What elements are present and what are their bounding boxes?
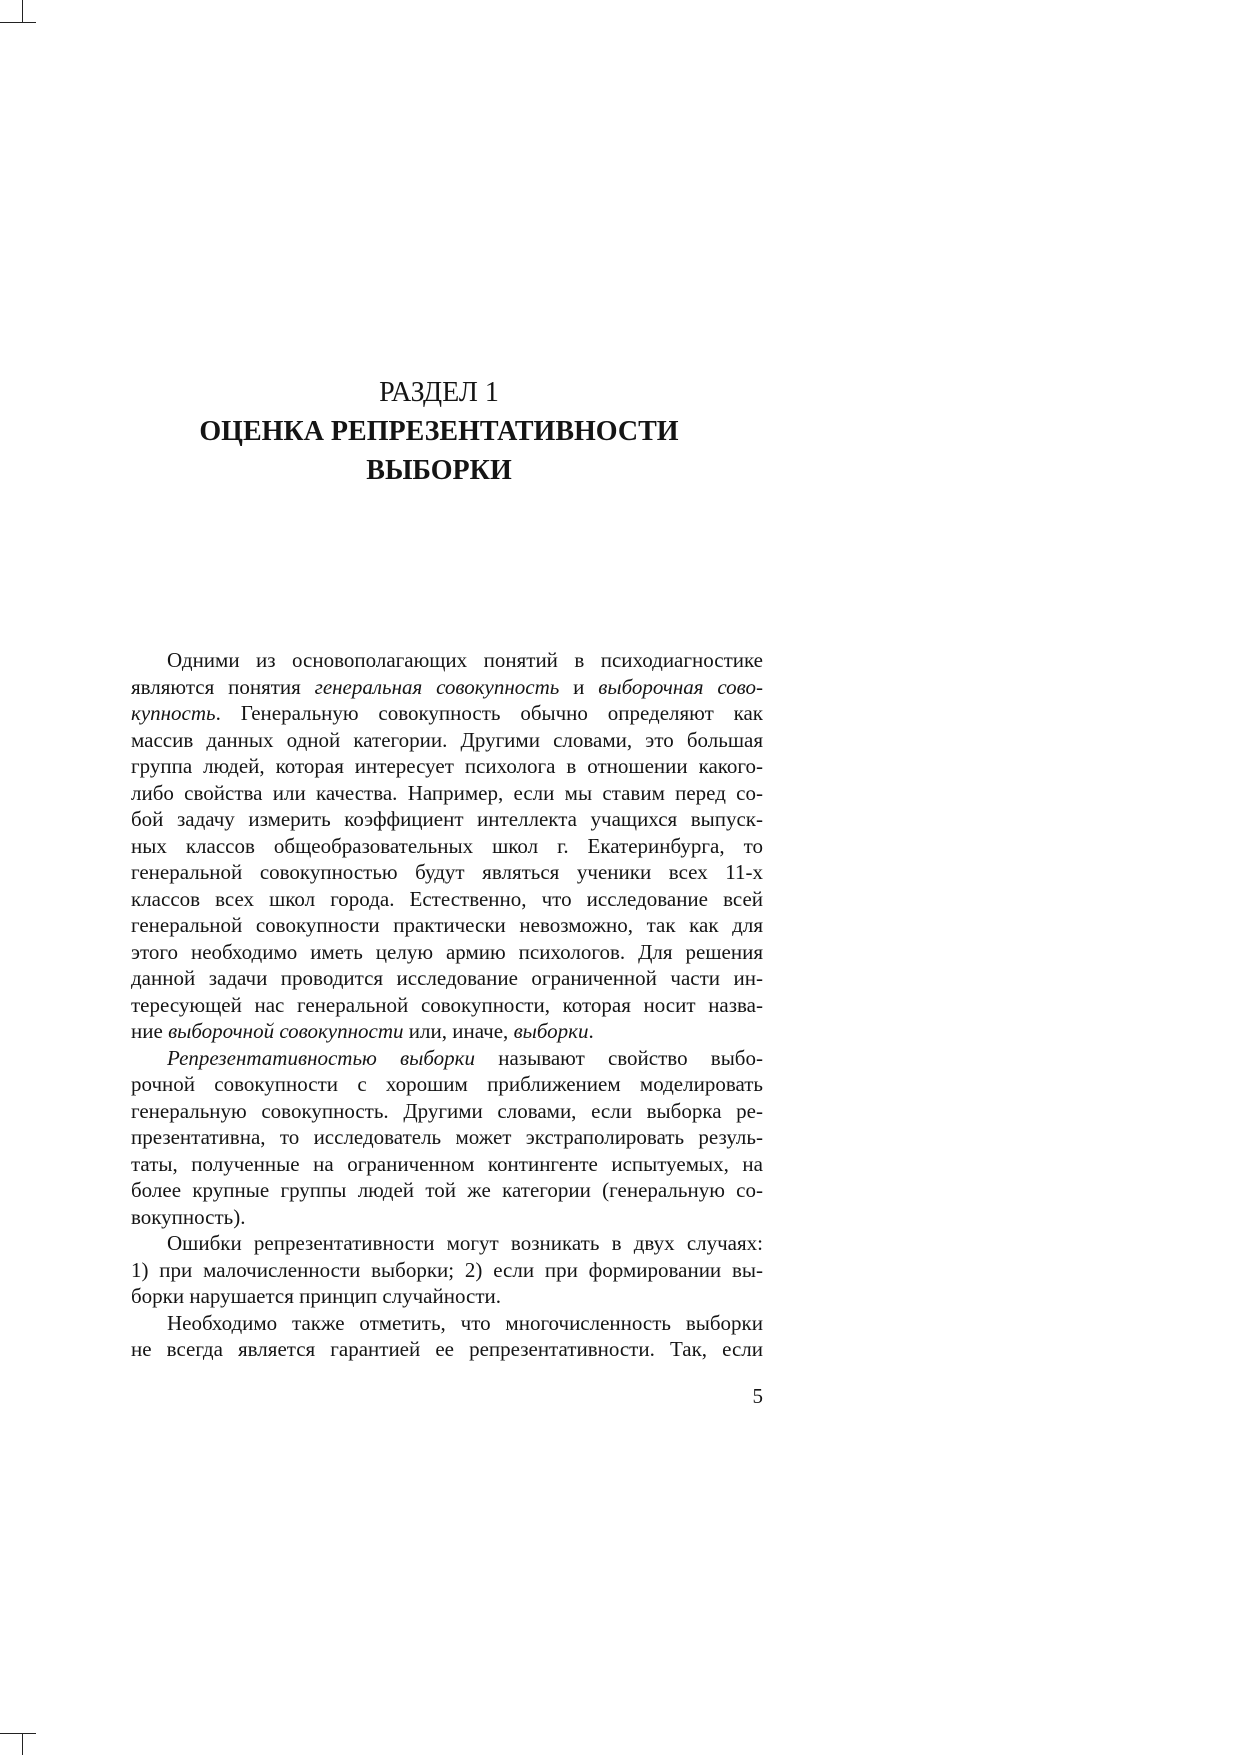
text-segment: данной задачи проводится исследование ограниченной части ин- bbox=[131, 966, 763, 990]
text-segment: и bbox=[559, 674, 599, 699]
crop-mark bbox=[0, 1733, 36, 1734]
section-title-line: ВЫБОРКИ bbox=[366, 455, 512, 486]
text-line bbox=[131, 939, 763, 966]
italic-text: выборочной совокупности bbox=[168, 1019, 404, 1043]
text-line bbox=[131, 992, 763, 1019]
text-line bbox=[131, 886, 763, 913]
text-line bbox=[131, 1151, 763, 1178]
italic-text: выборочная сово- bbox=[598, 674, 763, 699]
text-segment: или, иначе, bbox=[403, 1019, 514, 1043]
text-line bbox=[131, 1204, 763, 1231]
text-segment: классов всех школ города. Естественно, что исследование всей bbox=[131, 886, 763, 911]
paragraph bbox=[131, 1045, 763, 1231]
text-segment: не всегда является гарантией ее репрезентативности. Так, если bbox=[131, 1337, 763, 1361]
text-line bbox=[131, 647, 763, 674]
text-line bbox=[131, 806, 763, 833]
page-number: 5 bbox=[752, 1384, 763, 1408]
text-line bbox=[131, 700, 763, 727]
text-segment: называют свойство выбо- bbox=[475, 1045, 763, 1070]
text-segment: Ошибки репрезентативности могут возникать в двух случаях: bbox=[167, 1231, 763, 1255]
section-heading bbox=[131, 373, 747, 490]
paragraph bbox=[131, 647, 763, 1045]
text-segment: Одними из основополагающих понятий в психодиагностике bbox=[167, 648, 763, 672]
paragraph bbox=[131, 1230, 763, 1310]
text-line bbox=[131, 1177, 763, 1204]
text-segment: генеральной совокупности практически невозможно, так как для bbox=[131, 913, 763, 937]
body-text bbox=[131, 647, 763, 1363]
italic-text: Репрезентативностью выборки bbox=[167, 1045, 476, 1070]
text-line bbox=[131, 1283, 763, 1310]
text-line bbox=[131, 1257, 763, 1284]
text-line bbox=[131, 1098, 763, 1125]
text-segment: . Генеральную совокупность обычно определяют как bbox=[215, 701, 763, 725]
text-line bbox=[131, 1071, 763, 1098]
text-segment: презентативна, то исследователь может экстраполировать резуль- bbox=[131, 1125, 763, 1149]
text-segment: вокупность). bbox=[131, 1204, 246, 1229]
text-line bbox=[131, 753, 763, 780]
text-line bbox=[131, 912, 763, 939]
text-segment: этого необходимо иметь целую армию психологов. Для решения bbox=[131, 939, 763, 964]
text-line bbox=[131, 833, 763, 860]
text-segment: тересующей нас генеральной совокупности, которая носит назва- bbox=[131, 992, 763, 1017]
paragraph bbox=[131, 1310, 763, 1363]
text-line bbox=[131, 965, 763, 992]
text-segment: ных классов общеобразовательных школ г. Екатеринбурга, то bbox=[131, 833, 763, 858]
text-line bbox=[131, 1230, 763, 1257]
text-segment: либо свойства или качества. Например, если мы ставим перед со- bbox=[131, 780, 763, 805]
text-line bbox=[131, 727, 763, 754]
section-title-line: ОЦЕНКА РЕПРЕЗЕНТАТИВНОСТИ bbox=[199, 416, 679, 447]
text-segment: таты, полученные на ограниченном контингенте испытуемых, на bbox=[131, 1151, 763, 1176]
text-segment: генеральную совокупность. Другими словами, если выборка ре- bbox=[131, 1098, 763, 1123]
text-line bbox=[131, 1018, 763, 1045]
crop-mark bbox=[22, 0, 23, 22]
text-line bbox=[131, 1336, 763, 1363]
text-segment: . bbox=[588, 1019, 594, 1043]
text-line bbox=[131, 674, 763, 701]
text-segment: являются понятия bbox=[131, 674, 315, 699]
text-segment: Необходимо также отметить, что многочисленность выборки bbox=[167, 1310, 763, 1335]
text-segment: ние bbox=[131, 1019, 169, 1043]
crop-mark bbox=[22, 1733, 23, 1755]
text-segment: бой задачу измерить коэффициент интеллекта учащихся выпуск- bbox=[131, 807, 763, 831]
italic-text: генеральная совокупность bbox=[314, 674, 560, 699]
text-segment: группа людей, которая интересует психолога в отношении какого- bbox=[131, 754, 763, 778]
text-segment: генеральной совокупностью будут являться ученики всех 11-х bbox=[131, 860, 763, 884]
text-line bbox=[131, 1124, 763, 1151]
section-label: РАЗДЕЛ 1 bbox=[379, 377, 499, 408]
text-segment: более крупные группы людей той же категории (генеральную со- bbox=[131, 1178, 763, 1202]
text-segment: борки нарушается принцип случайности. bbox=[131, 1284, 501, 1308]
text-line bbox=[131, 1045, 763, 1072]
crop-mark bbox=[0, 22, 36, 23]
text-segment: 1) при малочисленности выборки; 2) если при формировании вы- bbox=[131, 1257, 763, 1282]
text-line bbox=[131, 1310, 763, 1337]
text-line bbox=[131, 859, 763, 886]
text-line bbox=[131, 780, 763, 807]
text-segment: рочной совокупности с хорошим приближением моделировать bbox=[131, 1072, 763, 1096]
text-segment: массив данных одной категории. Другими словами, это большая bbox=[131, 727, 763, 752]
italic-text: выборки bbox=[513, 1019, 589, 1043]
italic-text: купность bbox=[131, 701, 216, 725]
